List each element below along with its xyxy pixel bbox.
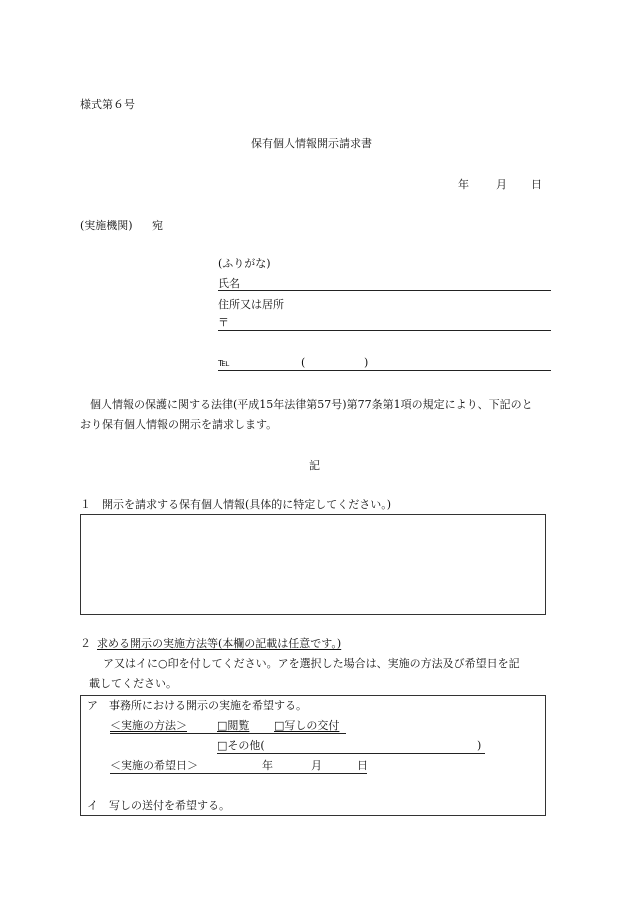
tel-field[interactable] — [218, 370, 551, 371]
recipient-org: (実施機関) — [80, 219, 133, 232]
furigana-label: (ふりがな) — [218, 257, 271, 270]
checkbox-other[interactable]: □その他( — [217, 739, 265, 752]
date-day: 日 — [531, 178, 542, 191]
tel-paren-close: ) — [364, 356, 369, 369]
hope-month: 月 — [311, 759, 322, 772]
date-year: 年 — [458, 178, 469, 191]
tel-paren-open: ( — [301, 356, 306, 369]
other-paren-close: ) — [477, 739, 482, 752]
method-label: ＜実施の方法＞ — [110, 719, 187, 732]
date-label: ＜実施の希望日＞ — [110, 759, 198, 772]
address-label: 住所又は居所 — [218, 298, 284, 311]
section2-instruction-1: ア又はイに○印を付してください。アを選択した場合は、実施の方法及び希望日を記 — [103, 657, 520, 670]
body-line-2: おり保有個人情報の開示を請求します。 — [80, 418, 278, 431]
recipient-honorific: 宛 — [152, 219, 163, 232]
hope-year: 年 — [262, 759, 273, 772]
section2-options-box — [80, 695, 546, 816]
checkbox-view[interactable]: □閲覧 — [217, 719, 250, 732]
name-field[interactable] — [218, 290, 551, 291]
tel-icon: ℡ — [218, 356, 230, 369]
page-title: 保有個人情報開示請求書 — [251, 137, 372, 150]
option-i[interactable]: イ 写しの送付を希望する。 — [87, 799, 230, 812]
hope-date-field[interactable] — [110, 773, 367, 774]
section2-instruction-2: 載してください。 — [89, 677, 177, 690]
date-month: 月 — [496, 178, 507, 191]
other-field[interactable] — [217, 753, 485, 754]
ki-heading: 記 — [309, 459, 320, 472]
name-label: 氏名 — [218, 277, 240, 290]
section2-number: ２ — [80, 637, 91, 650]
address-field[interactable] — [218, 330, 551, 331]
method-underline — [110, 733, 346, 734]
body-line-1: 個人情報の保護に関する法律(平成15年法律第57号)第77条第1項の規定により、下記のと — [90, 398, 533, 411]
section1-heading: １ 開示を請求する保有個人情報(具体的に特定してください。) — [80, 498, 392, 511]
checkbox-copy[interactable]: □写しの交付 — [274, 719, 340, 732]
option-a[interactable]: ア 事務所における開示の実施を希望する。 — [87, 699, 307, 712]
form-number: 様式第６号 — [80, 98, 135, 111]
postal-mark: 〒 — [218, 316, 229, 329]
section2-heading: 求める開示の実施方法等(本欄の記載は任意です。) — [97, 637, 342, 650]
hope-day: 日 — [357, 759, 368, 772]
section1-input-box[interactable] — [80, 514, 546, 615]
